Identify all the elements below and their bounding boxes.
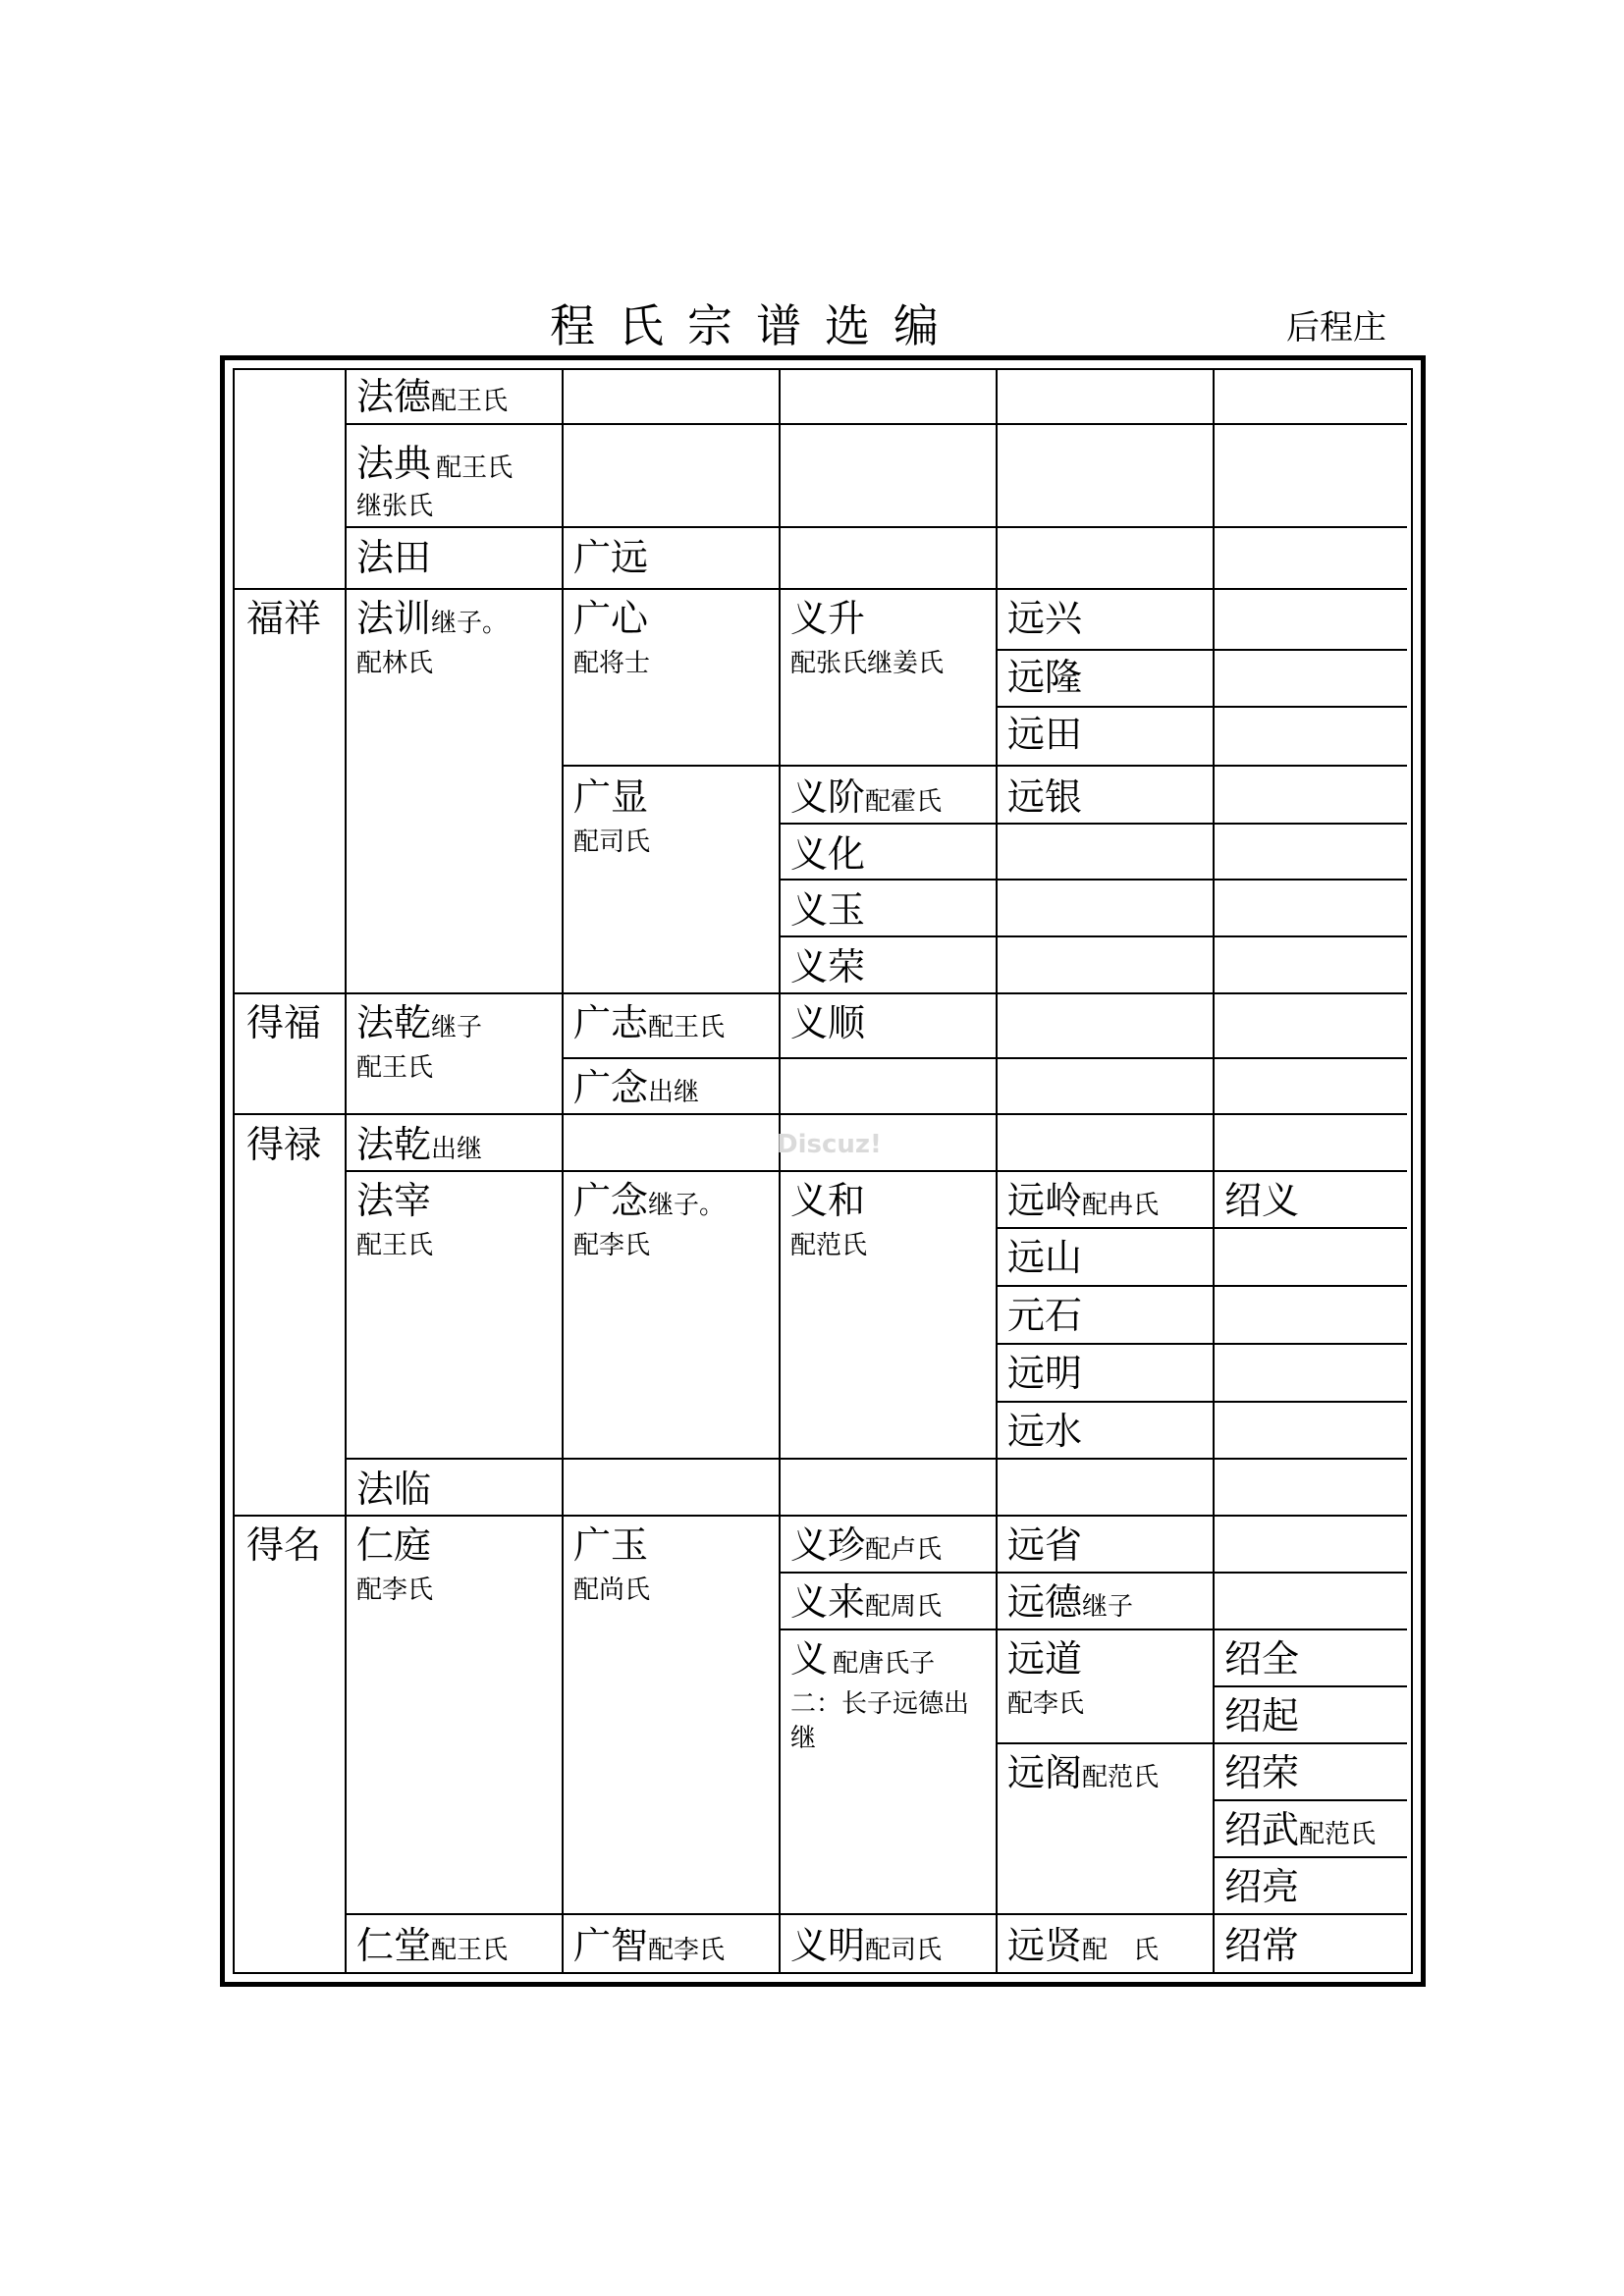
row-divider [564, 765, 1407, 767]
cell-name: 义顺 [790, 1001, 866, 1044]
cell-name: 广念出继 [573, 1066, 700, 1109]
cell-name: 远隆 [1007, 656, 1083, 699]
cell-name: 绍起 [1224, 1694, 1300, 1737]
row-divider [997, 706, 1407, 708]
cell-name: 绍常 [1224, 1924, 1300, 1967]
row-divider [347, 526, 1407, 528]
cell-name: 义来配周氏 [790, 1580, 943, 1624]
page-title: 程氏宗谱选编 [550, 299, 962, 352]
cell-name: 法乾出继 [356, 1123, 483, 1166]
cell-name: 远田 [1007, 713, 1083, 756]
cell-name: 绍荣 [1224, 1751, 1300, 1794]
cell-name: 远银 [1007, 775, 1083, 819]
cell-name: 远贤配 氏 [1007, 1924, 1160, 1967]
cell-note: 配李氏 [356, 1575, 434, 1605]
cell-name: 义和 [790, 1179, 866, 1222]
cell-note: 配张氏继姜氏 [790, 649, 945, 678]
cell-name: 义荣 [790, 945, 866, 988]
row-divider [780, 823, 1407, 825]
row-divider [235, 1515, 1407, 1517]
cell-note: 配司氏 [573, 828, 651, 857]
cell-name: 广显 [573, 775, 649, 819]
cell-name: 绍亮 [1224, 1865, 1300, 1908]
row-divider [564, 1057, 1407, 1059]
cell-name: 广远 [573, 536, 649, 579]
cell-name: 法田 [356, 536, 432, 579]
cell-name: 广志配王氏 [573, 1001, 726, 1044]
cell-name: 远德继子 [1007, 1580, 1134, 1624]
cell-name: 绍武配范氏 [1224, 1808, 1377, 1851]
cell-note: 配王氏 [356, 1231, 434, 1260]
row-divider [347, 423, 1407, 425]
genealogy-table-inner [233, 368, 1413, 1974]
cell-name: 义明配司氏 [790, 1924, 943, 1967]
cell-note: 配将士 [573, 649, 651, 678]
row-divider [780, 879, 1407, 881]
cell-name: 仁堂配王氏 [356, 1924, 509, 1967]
row-divider [997, 1285, 1407, 1287]
cell-name: 远省 [1007, 1523, 1083, 1567]
row-divider [997, 1401, 1407, 1403]
cell-name: 远道 [1007, 1637, 1083, 1681]
row-divider [347, 1170, 1407, 1172]
row-divider [780, 1572, 1407, 1574]
cell-note: 配林氏 [356, 649, 434, 678]
place-name: 后程庄 [1286, 308, 1386, 347]
row-divider [235, 992, 1407, 994]
cell-name: 远山 [1007, 1236, 1083, 1279]
row-divider [997, 1343, 1407, 1345]
cell-note: 配李氏 [573, 1231, 651, 1260]
cell-name: 远岭配冉氏 [1007, 1179, 1160, 1222]
row-divider [997, 1742, 1407, 1744]
cell-name: 得福 [246, 1001, 322, 1044]
cell-name: 远阁配范氏 [1007, 1751, 1160, 1794]
row-divider [780, 935, 1407, 937]
row-divider [1214, 1856, 1407, 1858]
row-divider [1214, 1799, 1407, 1801]
row-divider [1214, 1685, 1407, 1687]
row-divider [347, 1913, 1407, 1915]
cell-note: 配王氏 [356, 1053, 434, 1083]
cell-note: 配尚氏 [573, 1575, 651, 1605]
cell-name: 远水 [1007, 1410, 1083, 1453]
cell-name: 广念继子。 [573, 1179, 726, 1222]
row-divider [997, 649, 1407, 651]
row-divider [347, 1458, 1407, 1460]
cell-name: 得禄 [246, 1123, 322, 1166]
cell-name: 义化 [790, 832, 866, 876]
cell-name: 义珍配卢氏 [790, 1523, 943, 1567]
cell-name: 义玉 [790, 888, 866, 932]
cell-name: 法德配王氏 [356, 375, 509, 418]
cell-note: 二：长子远德出继 [790, 1689, 970, 1754]
cell-name: 义 配唐氏子 [790, 1637, 936, 1681]
cell-name: 绍义 [1224, 1179, 1300, 1222]
cell-name: 得名 [246, 1523, 322, 1567]
row-divider [780, 1629, 1407, 1630]
genealogy-table [220, 355, 1426, 1987]
cell-name: 法典 配王氏 [356, 442, 514, 485]
cell-name: 广玉 [573, 1523, 649, 1567]
watermark: Discuz! [777, 1130, 882, 1159]
cell-name: 绍全 [1224, 1637, 1300, 1681]
cell-name: 义升 [790, 597, 866, 640]
cell-note: 继张氏 [356, 492, 434, 521]
cell-name: 法临 [356, 1468, 432, 1511]
row-divider [235, 588, 1407, 590]
cell-name: 远明 [1007, 1352, 1083, 1395]
cell-name: 法训继子。 [356, 597, 509, 640]
cell-note: 配李氏 [1007, 1689, 1085, 1719]
cell-name: 远兴 [1007, 597, 1083, 640]
row-divider [997, 1227, 1407, 1229]
cell-name: 仁庭 [356, 1523, 432, 1567]
cell-note: 配范氏 [790, 1231, 868, 1260]
cell-name: 义阶配霍氏 [790, 775, 943, 819]
cell-name: 广智配李氏 [573, 1924, 726, 1967]
cell-name: 法宰 [356, 1179, 432, 1222]
cell-name: 元石 [1007, 1294, 1083, 1337]
row-divider [235, 1113, 1407, 1115]
cell-name: 福祥 [246, 597, 322, 640]
cell-name: 广心 [573, 597, 649, 640]
cell-name: 法乾继子 [356, 1001, 483, 1044]
